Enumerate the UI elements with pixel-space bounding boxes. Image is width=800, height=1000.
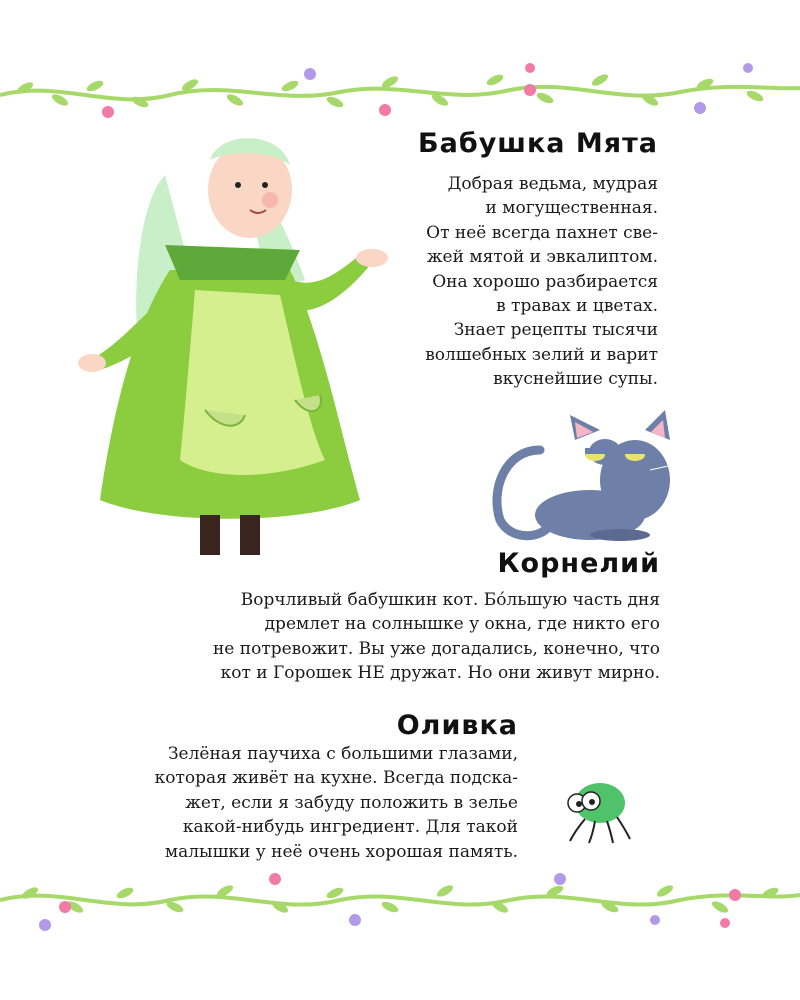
grandma-line: Знает рецепты тысячи xyxy=(453,320,658,341)
grandma-line: жей мятой и эвкалиптом. xyxy=(426,247,658,268)
cat-line: кот и Горошек НЕ дружат. Но они живут мирно. xyxy=(220,663,660,684)
bottom-floral-border xyxy=(0,865,800,945)
grandma-mint-illustration xyxy=(70,130,390,570)
grandma-line: вкуснейшие супы. xyxy=(493,369,658,390)
spider-name-heading: Оливка xyxy=(396,710,518,741)
cat-line: дремлет на солнышке у окна, где никто его xyxy=(264,614,660,635)
spider-description xyxy=(155,742,518,864)
grandma-line: и могущественная. xyxy=(485,198,658,219)
spider-olivka-illustration xyxy=(555,775,635,845)
grandma-line: Она хорошо разбирается xyxy=(432,271,658,292)
top-floral-border xyxy=(0,50,800,130)
cat-line: Ворчливый бабушкин кот. Бо́льшую часть дня xyxy=(240,590,660,610)
grandma-description xyxy=(425,172,658,392)
cat-kornelii-illustration xyxy=(485,410,725,550)
spider-line: жет, если я забуду положить в зелье xyxy=(185,792,518,813)
spider-line: Зелёная паучиха с большими глазами, xyxy=(167,744,518,764)
cat-line: не потревожит. Вы уже догадались, конечно, что xyxy=(212,638,660,659)
grandma-line: Добрая ведьма, мудрая xyxy=(447,174,658,194)
spider-line: которая живёт на кухне. Всегда подска- xyxy=(154,768,518,789)
grandma-name-heading: Бабушка Мята xyxy=(418,128,658,159)
spider-line: какой-нибудь ингредиент. Для такой xyxy=(182,817,518,838)
grandma-line: в травах и цветах. xyxy=(496,296,658,317)
grandma-line: волшебных зелий и варит xyxy=(425,344,658,365)
spider-line: малышки у неё очень хорошая память. xyxy=(164,841,518,862)
cat-name-heading: Корнелий xyxy=(497,548,660,579)
cat-description xyxy=(213,588,660,686)
grandma-line: От неё всегда пахнет све- xyxy=(426,222,658,243)
